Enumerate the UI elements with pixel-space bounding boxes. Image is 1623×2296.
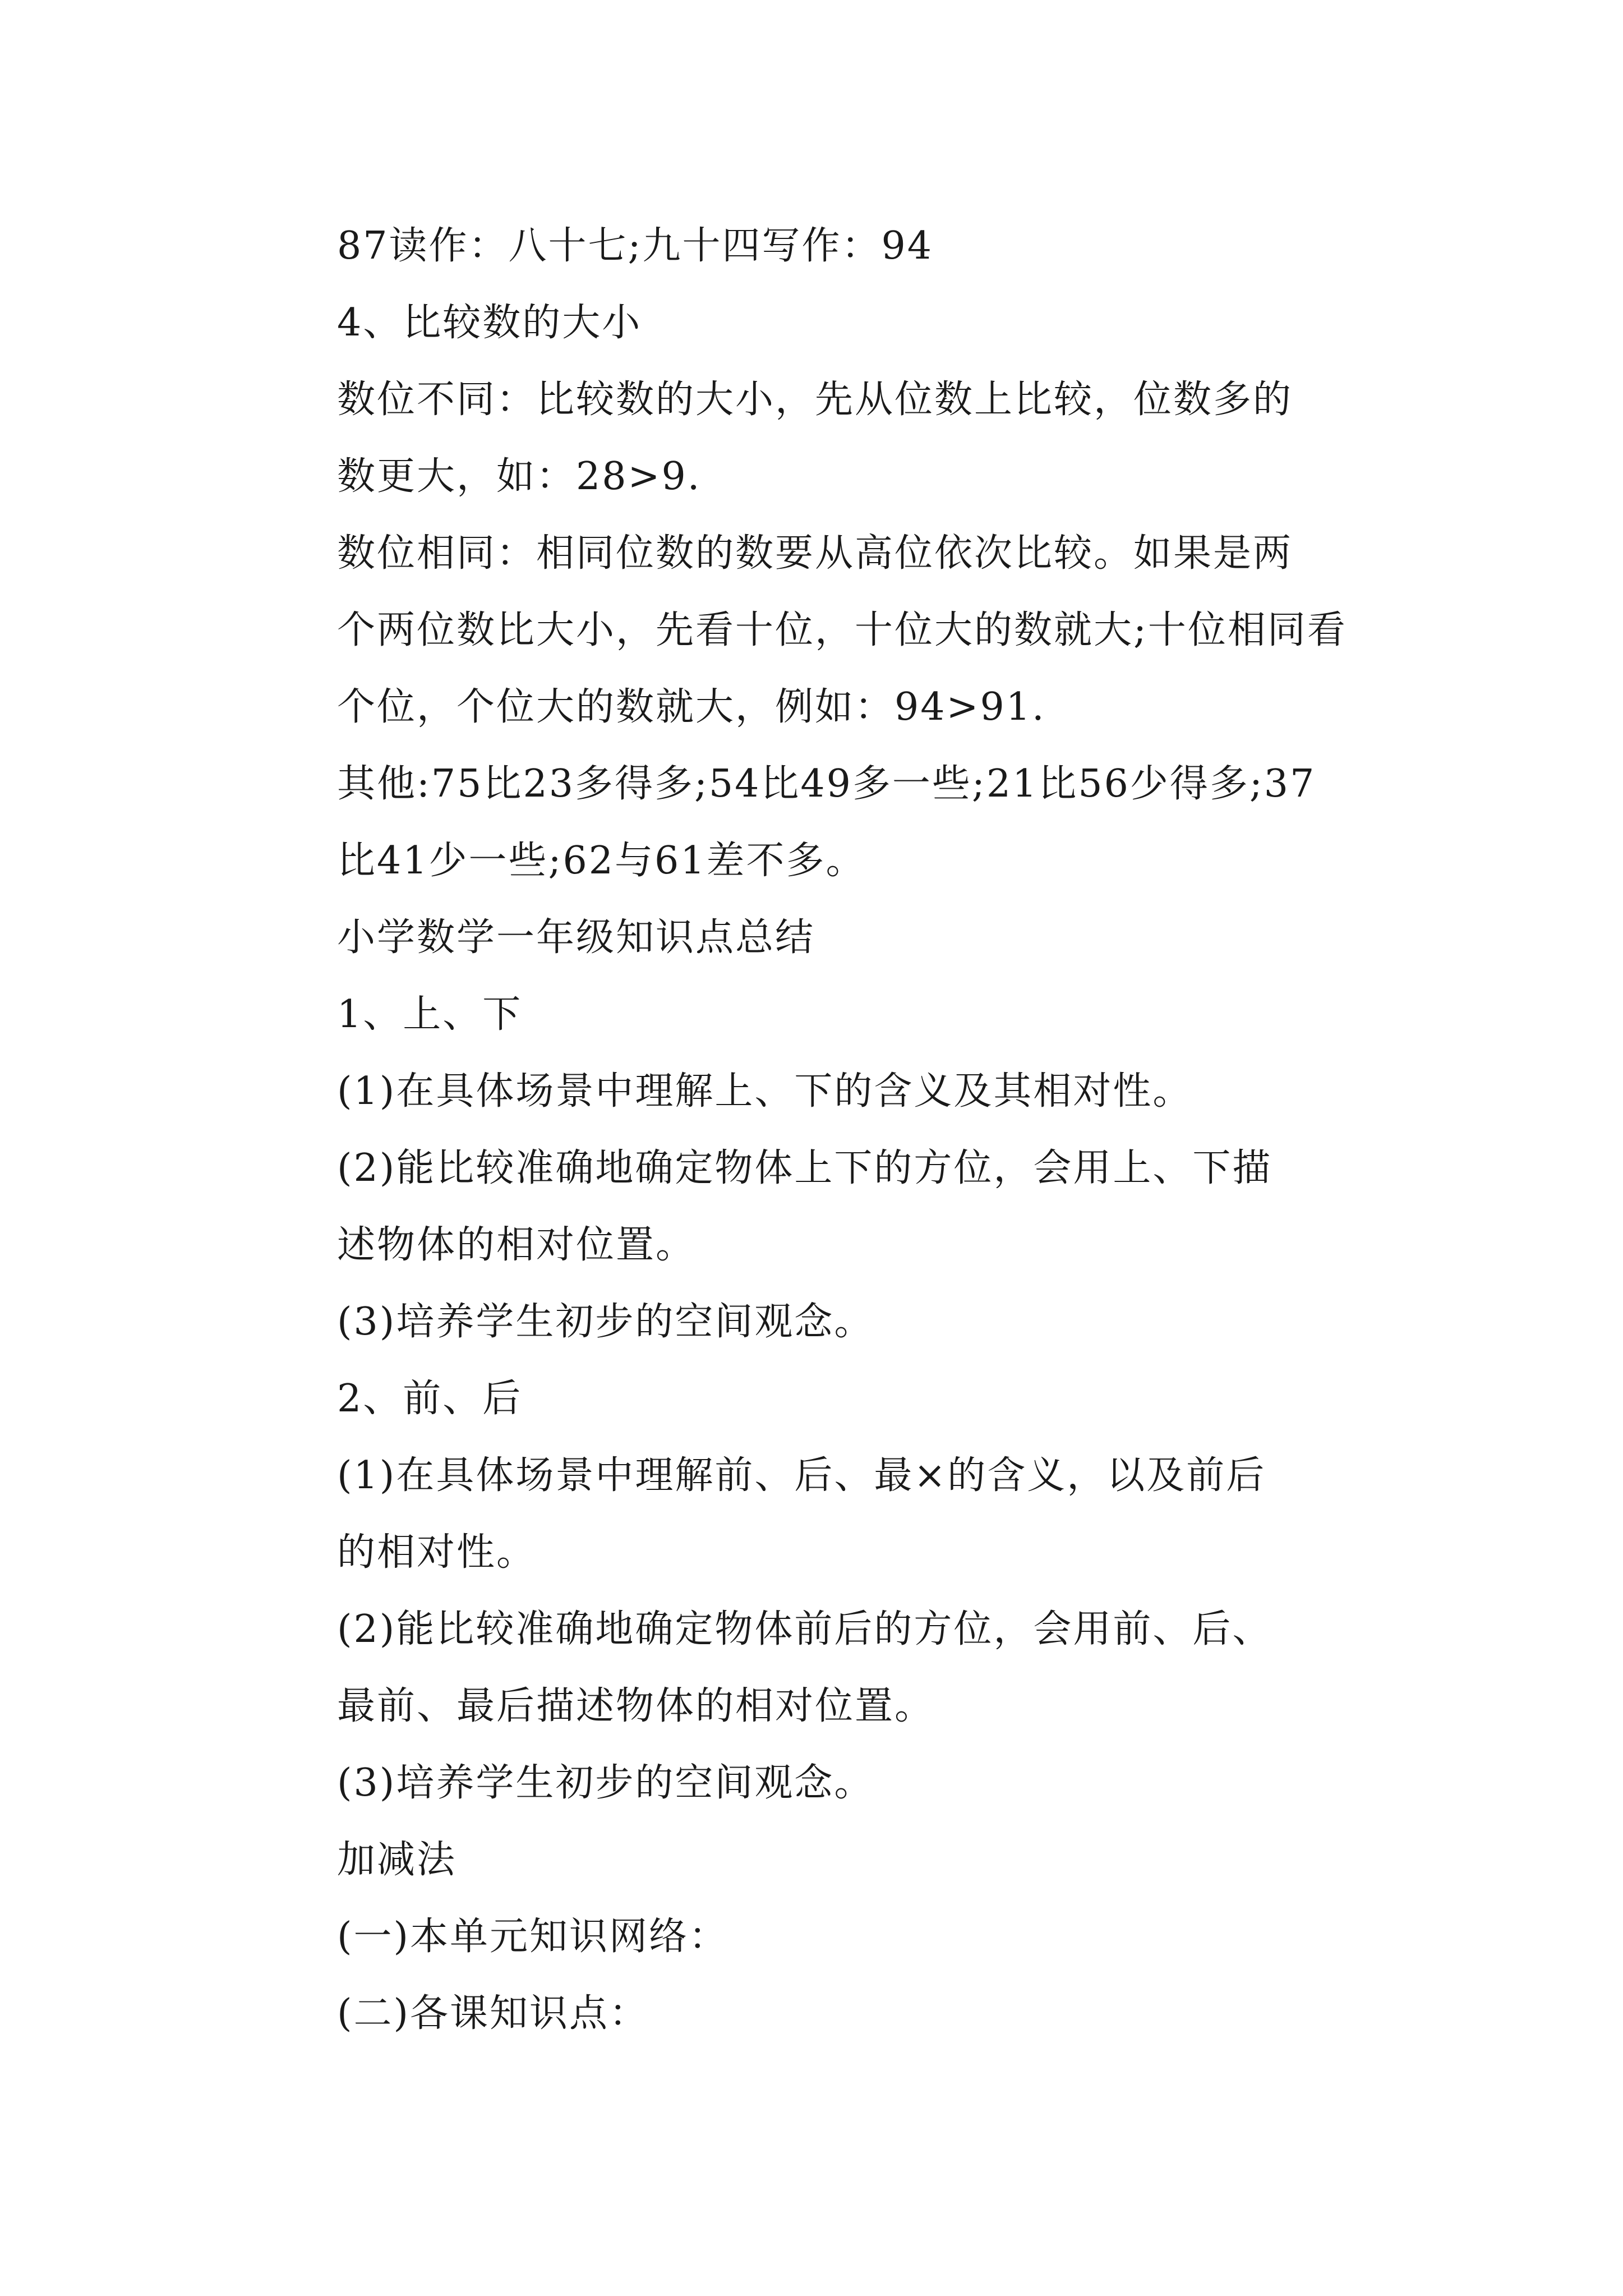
text-line: 最前、最后描述物体的相对位置。 — [337, 1684, 935, 1728]
heading-up-down — [250, 976, 1388, 1053]
heading-front-back — [250, 1360, 1388, 1437]
list-item — [250, 1130, 1388, 1283]
list-item — [250, 1898, 1388, 1975]
list-item — [250, 1745, 1388, 1821]
paragraph-other-comparisons — [250, 746, 1388, 899]
text-line: (1)在具体场景中理解前、后、最×的含义，以及前后 — [337, 1453, 1266, 1498]
text-line: 加减法 — [337, 1838, 457, 1882]
text-line: 数位相同：相同位数的数要从高位依次比较。如果是两 — [337, 531, 1293, 576]
text-line: (二)各课知识点： — [337, 1991, 649, 2036]
paragraph-different-digits — [250, 361, 1388, 515]
text-line: 的相对性。 — [337, 1530, 537, 1575]
text-line: 小学数学一年级知识点总结 — [337, 915, 815, 960]
paragraph-reading-writing — [250, 208, 1388, 284]
text-line: (2)能比较准确地确定物体前后的方位，会用前、后、 — [337, 1607, 1272, 1651]
text-line: 1、上、下 — [337, 992, 523, 1037]
text-line: (一)本单元知识网络： — [337, 1915, 729, 1959]
text-line: 述物体的相对位置。 — [337, 1223, 696, 1267]
text-line: 2、前、后 — [337, 1377, 523, 1421]
text-line: 数更大，如：28>9. — [337, 454, 702, 499]
heading-addition-subtraction — [250, 1821, 1388, 1898]
list-item — [250, 1591, 1388, 1745]
list-item — [250, 1975, 1388, 2052]
heading-compare-numbers — [250, 284, 1388, 361]
text-line: (1)在具体场景中理解上、下的含义及其相对性。 — [337, 1069, 1193, 1114]
list-item — [250, 1283, 1388, 1360]
list-item — [250, 1437, 1388, 1591]
text-line: (3)培养学生初步的空间观念。 — [337, 1300, 874, 1344]
document-body — [250, 208, 1388, 2052]
text-line: 87读作：八十七;九十四写作：94 — [337, 224, 933, 268]
section-title — [250, 899, 1388, 976]
list-item — [250, 1053, 1388, 1130]
text-line: 个两位数比大小，先看十位，十位大的数就大;十位相同看 — [337, 608, 1347, 652]
paragraph-same-digits — [250, 515, 1388, 746]
text-line: 其他:75比23多得多;54比49多一些;21比56少得多;37 — [337, 762, 1316, 806]
text-line: 数位不同：比较数的大小，先从位数上比较，位数多的 — [337, 378, 1293, 422]
text-line: (2)能比较准确地确定物体上下的方位，会用上、下描 — [337, 1146, 1272, 1190]
text-line: 个位，个位大的数就大，例如：94>91. — [337, 685, 1046, 729]
text-line: 比41少一些;62与61差不多。 — [337, 839, 866, 883]
text-line: (3)培养学生初步的空间观念。 — [337, 1761, 874, 1805]
text-line: 4、比较数的大小 — [337, 301, 642, 345]
